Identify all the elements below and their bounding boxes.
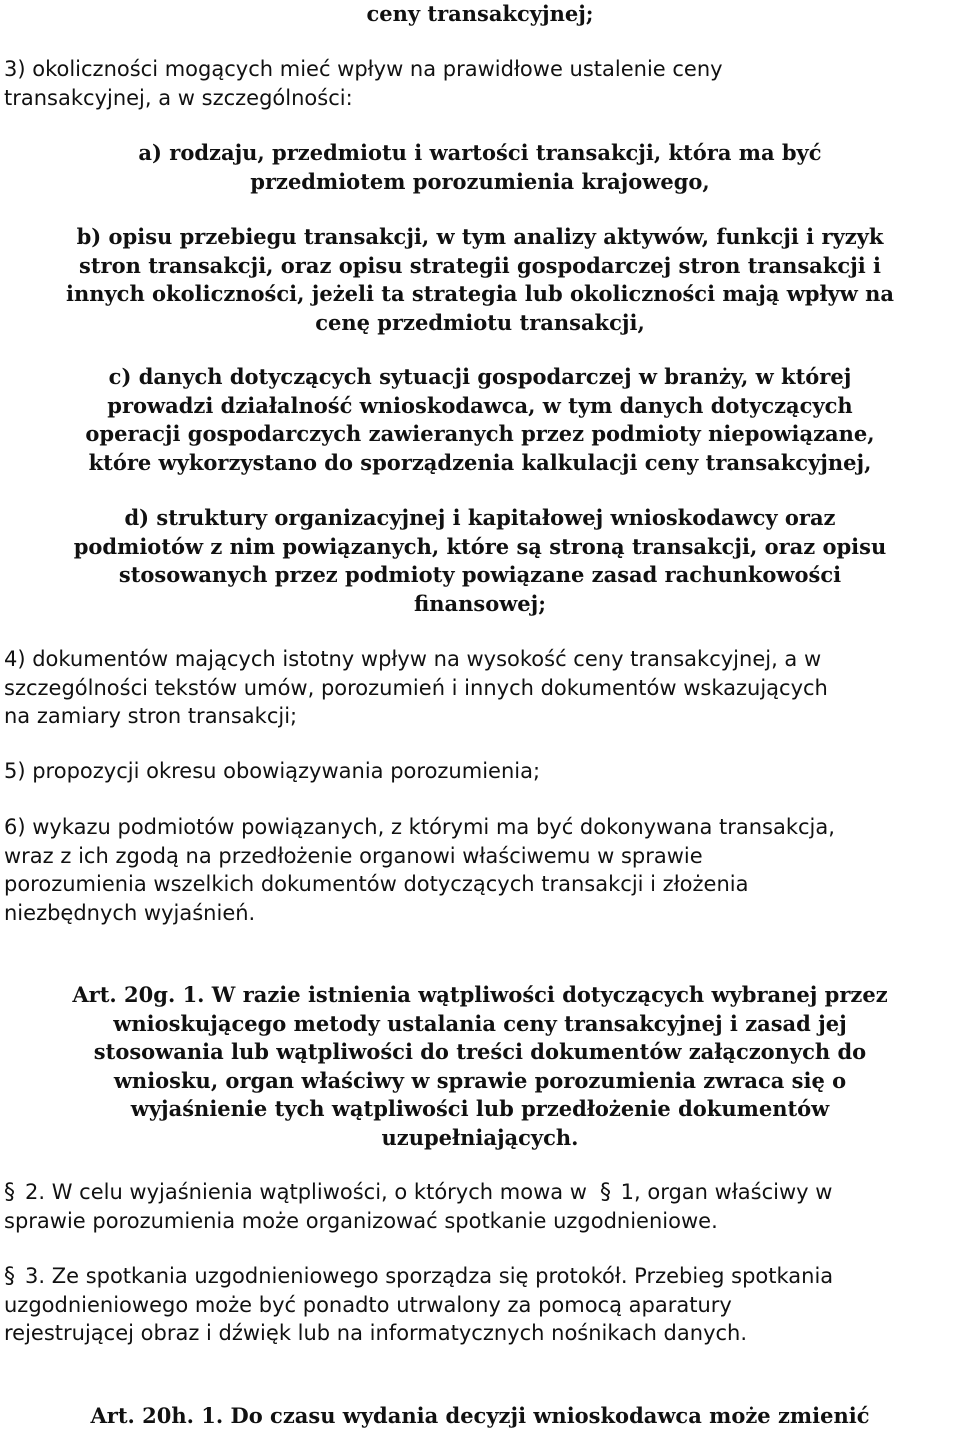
text-line xyxy=(4,1178,960,1207)
paragraph-2-section-ref: 1, organ właściwy w xyxy=(620,1180,833,1204)
text-line xyxy=(4,1262,960,1291)
text-line: stron transakcji, oraz opisu strategii gospodarczej stron transakcji i xyxy=(79,252,881,278)
text-line: uzupełniających. xyxy=(381,1124,579,1150)
text-line: wyjaśnienie tych wątpliwości lub przedłożenie dokumentów xyxy=(130,1096,830,1121)
text-line: wnioskującego metody ustalania ceny transakcyjnej i zasad jej xyxy=(113,1010,847,1036)
item-5 xyxy=(0,757,960,786)
text-line: operacji gospodarczych zawieranych przez podmioty niepowiązane, xyxy=(85,421,875,446)
paragraph-3-first-line: 3. Ze spotkania uzgodnieniowego sporządza się protokół. Przebieg spotkania xyxy=(25,1264,834,1288)
text-line: sprawie porozumienia może organizować spotkanie uzgodnieniowe. xyxy=(4,1208,718,1233)
item-3-sub-c xyxy=(0,363,960,477)
item-3-sub-b xyxy=(0,223,960,337)
text-line: rejestrującej obraz i dźwięk lub na informatycznych nośnikach danych. xyxy=(4,1321,748,1345)
text-line: Art. 20h. 1. Do czasu wydania decyzji wnioskodawca może zmienić xyxy=(90,1403,870,1428)
item-3 xyxy=(0,55,960,112)
text-line: prowadzi działalność wnioskodawca, w tym danych dotyczących xyxy=(107,392,853,418)
text-line: niezbędnych wyjaśnień. xyxy=(4,900,256,925)
item-4 xyxy=(0,645,960,731)
text-line: innych okoliczności, jeżeli ta strategia lub okoliczności mają wpływ na xyxy=(65,281,895,306)
text-line: 6) wykazu podmiotów powiązanych, z którymi ma być dokonywana transakcja, xyxy=(4,815,835,839)
text-line: transakcyjnej, a w szczególności: xyxy=(4,85,353,110)
text-line: stosowanych przez podmioty powiązane zasad rachunkowości xyxy=(118,562,842,587)
text-line: a) rodzaju, przedmiotu i wartości transakcji, która ma być xyxy=(138,140,822,165)
text-line: stosowania lub wątpliwości do treści dokumentów załączonych do xyxy=(93,1039,867,1064)
svg-text:§: § xyxy=(4,1180,15,1204)
item-6 xyxy=(0,813,960,927)
text-line: wniosku, organ właściwy w sprawie porozumienia zwraca się o xyxy=(113,1067,847,1093)
text-line: szczególności tekstów umów, porozumień i innych dokumentów wskazujących xyxy=(4,675,828,700)
text-line: 5) propozycji okresu obowiązywania porozumienia; xyxy=(4,759,541,783)
text-line: ceny transakcyjnej; xyxy=(366,1,594,26)
top-line xyxy=(0,0,960,29)
text-line: cenę przedmiotu transakcji, xyxy=(315,309,645,335)
section-sign-icon xyxy=(4,1262,19,1288)
text-line: Art. 20g. 1. W razie istnienia wątpliwości dotyczących wybranej przez xyxy=(72,982,888,1007)
svg-text:§: § xyxy=(599,1180,611,1204)
paragraph-2-first-line: 2. W celu wyjaśnienia wątpliwości, o których mowa w xyxy=(25,1180,587,1204)
text-line: 3) okoliczności mogących mieć wpływ na prawidłowe ustalenie ceny xyxy=(4,57,723,81)
article-20g-paragraph-2 xyxy=(0,1178,960,1235)
text-line: d) struktury organizacyjnej i kapitałowej wnioskodawcy oraz xyxy=(124,505,836,530)
text-line: 4) dokumentów mających istotny wpływ na wysokość ceny transakcyjnej, a w xyxy=(4,647,822,671)
text-line: uzgodnieniowego może być ponadto utrwalony za pomocą aparatury xyxy=(4,1292,732,1317)
text-line: b) opisu przebiegu transakcji, w tym analizy aktywów, funkcji i ryzyk xyxy=(76,224,884,249)
text-line: finansowej; xyxy=(413,590,547,616)
section-sign-icon xyxy=(4,1178,19,1204)
text-line: przedmiotem porozumienia krajowego, xyxy=(250,168,710,194)
article-20g-paragraph-3 xyxy=(0,1262,960,1348)
article-20h xyxy=(0,1402,960,1431)
text-line: podmiotów z nim powiązanych, które są stroną transakcji, oraz opisu xyxy=(73,533,887,559)
section-sign-icon xyxy=(600,1178,615,1204)
text-line: c) danych dotyczących sytuacji gospodarczej w branży, w której xyxy=(108,364,852,389)
text-line: na zamiary stron transakcji; xyxy=(4,704,298,728)
item-3-sub-d xyxy=(0,504,960,618)
article-20g-paragraph-1 xyxy=(0,981,960,1152)
item-3-sub-a xyxy=(0,139,960,196)
text-line: które wykorzystano do sporządzenia kalkulacji ceny transakcyjnej, xyxy=(88,449,872,475)
text-line: porozumienia wszelkich dokumentów dotyczących transakcji i złożenia xyxy=(4,872,749,896)
svg-text:§: § xyxy=(4,1264,15,1288)
text-line: wraz z ich zgodą na przedłożenie organowi właściwemu w sprawie xyxy=(4,843,703,868)
